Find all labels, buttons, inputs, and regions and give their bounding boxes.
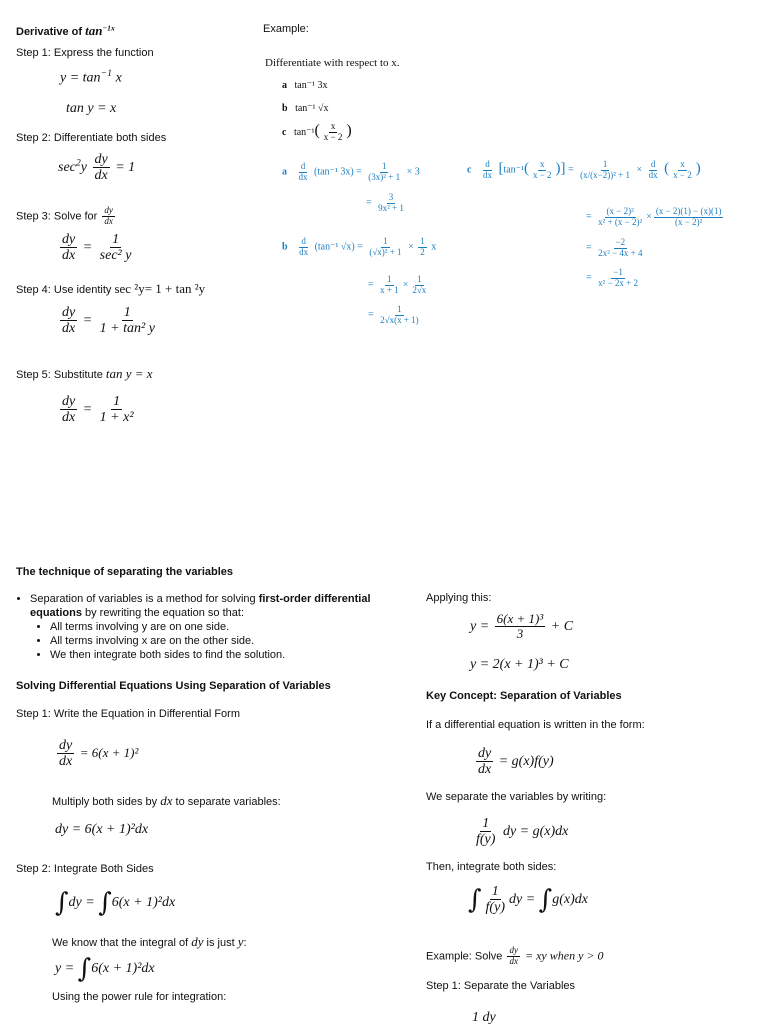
example-label: Example: — [263, 23, 309, 35]
separation-bullets — [16, 592, 396, 662]
separation-step-2: Step 2: Integrate Both Sides — [16, 863, 154, 875]
separate-text: We separate the variables by writing: — [426, 791, 607, 803]
solution-a: a $\frac{d}{dx}$ (tan⁻¹ 3x) = $\frac{1}{\text{(3x)² + 1}}$ × 3 — [282, 161, 420, 182]
derivative-step-4: Step 4: Use identity sec ²y= 1 + tan ²y — [16, 281, 206, 296]
key-concept-title: Key Concept: Separation of Variables — [426, 690, 622, 702]
equation-dydx-identity: $\frac{dy}{dx}$ = $\frac{1}{\text{1 + tan² y}}$ — [62, 305, 155, 337]
example-step-1: Step 1: Separate the Variables — [426, 980, 576, 992]
solution-c-result: = $\frac{-1}{\text{x² − 2x + 2}}$ — [586, 267, 638, 288]
equation-separated-form: $\frac{1}{f(y)}$ dy = g(x)dx — [476, 816, 569, 848]
equation-dydx-over-sec2: $\frac{dy}{dx}$ = $\frac{1}{\text{sec² y}}$ — [62, 232, 132, 264]
example-heading: Differentiate with respect to x. — [265, 57, 400, 69]
integral-of-dy-note: We know that the integral of dy is just y: — [52, 934, 247, 949]
equation-general-form: $\frac{dy}{dx}$ = g(x)f(y) — [478, 746, 554, 778]
solution-c-step-2: = $\frac{\text{(x − 2)²}}{\text{x² + (x − 2)²}}$ × $\frac{(x - 2)(1) - (x)(1)}{\text{(x − 2)²}}$ — [586, 206, 722, 227]
equation-y-integral-result: y = $\frac{\text{6(x + 1)³}}{3}$ + C — [470, 611, 574, 642]
integrate-text: Then, integrate both sides: — [426, 861, 557, 873]
applying-label: Applying this: — [426, 592, 492, 604]
solution-b: b $\frac{d}{dx}$ (tan⁻¹ √x) = $\frac{1}{\text{(√x)² + 1}}$ × $\frac{1}{2}$ x — [282, 236, 437, 257]
equation-final-derivative: $\frac{dy}{dx}$ = $\frac{1}{\text{1 + x²}}$ — [62, 394, 134, 426]
example-item-c: c tan⁻¹( $\frac{x}{x - 2}$ ) — [282, 121, 352, 143]
bullet-definition: • Separation of variables is a method for solving first-order differential equations by rewriting the equation so that: • All terms involving y are on one side. • All terms involving x are on the other side. • We then integrate both sides to find the solution. — [30, 592, 396, 662]
solution-c-step-3: = $\frac{-2}{\text{2x² − 4x + 4}}$ — [586, 237, 643, 258]
equation-sec2-dydx: $\sec^2y$ $\frac{dy}{dx}$ = 1 — [58, 152, 136, 184]
separation-title: The technique of separating the variables — [16, 566, 233, 578]
example-item-b: b tan⁻¹ √x — [282, 103, 329, 114]
equation-y-equals-arctan: $y = \tan^{-1} x$ — [60, 68, 122, 86]
sub-bullet-y: • All terms involving y are on one side. — [50, 620, 396, 634]
derivative-title: Derivative of $\tan^{-1x}$ — [16, 23, 115, 38]
sub-bullet-x: • All terms involving x are on the other side. — [50, 634, 396, 648]
equation-integral-general: ∫ $\frac{1}{f(y)}$ dy = ∫g(x)dx — [468, 884, 588, 916]
equation-dy-differential: dy = 6(x + 1)²dx — [55, 822, 149, 837]
solution-b-step-2: = $\frac{1}{x + 1}$ × $\frac{1}{2√x}$ — [368, 274, 427, 295]
solution-b-result: = $\frac{1}{2√x(x + 1)}$ — [368, 304, 419, 325]
example-solve-text: Example: Solve $\frac{dy}{dx}$ = xy when y > 0 — [426, 945, 604, 966]
derivative-step-2: Step 2: Differentiate both sides — [16, 132, 167, 144]
equation-dydx-6x1-squared: $\frac{dy}{dx}$ = 6(x + 1)² — [59, 738, 139, 770]
multiply-instruction: Multiply both sides by dx to separate variables: — [52, 793, 281, 808]
derivative-step-1: Step 1: Express the function — [16, 47, 154, 59]
sub-bullet-integrate: • We then integrate both sides to find the solution. — [50, 648, 396, 662]
derivative-step-5: Step 5: Substitute tan y = x — [16, 366, 153, 381]
equation-partial-bottom: 1 dy — [472, 1010, 496, 1025]
key-concept-text: If a differential equation is written in the form: — [426, 719, 645, 731]
example-item-a: a tan⁻¹ 3x — [282, 80, 328, 91]
separation-heading: Solving Differential Equations Using Separation of Variables — [16, 680, 331, 692]
equation-integral-both-sides: ∫dy = ∫6(x + 1)²dx — [55, 888, 176, 918]
derivative-step-3: Step 3: Solve for $\frac{dy}{dx}$ — [16, 205, 113, 226]
power-rule-note: Using the power rule for integration: — [52, 991, 227, 1003]
equation-y-simplified: y = 2(x + 1)³ + C — [470, 657, 569, 672]
equation-y-equals-integral: y = ∫6(x + 1)²dx — [55, 954, 155, 984]
separation-step-1: Step 1: Write the Equation in Differential Form — [16, 708, 240, 720]
equation-tan-y-equals-x: tan y = x — [66, 101, 117, 116]
solution-a-result: = $\frac{3}{\text{9x² + 1}}$ — [366, 192, 404, 213]
solution-c: c $\frac{d}{dx}$ [tan⁻¹( $\frac{x}{x - 2}$ )] = $\frac{1}{\text{(x/(x−2))² + 1}}$ × $\frac{d}{dx}$ ( $\frac{x}{x - 2}$ ) — [467, 159, 701, 180]
